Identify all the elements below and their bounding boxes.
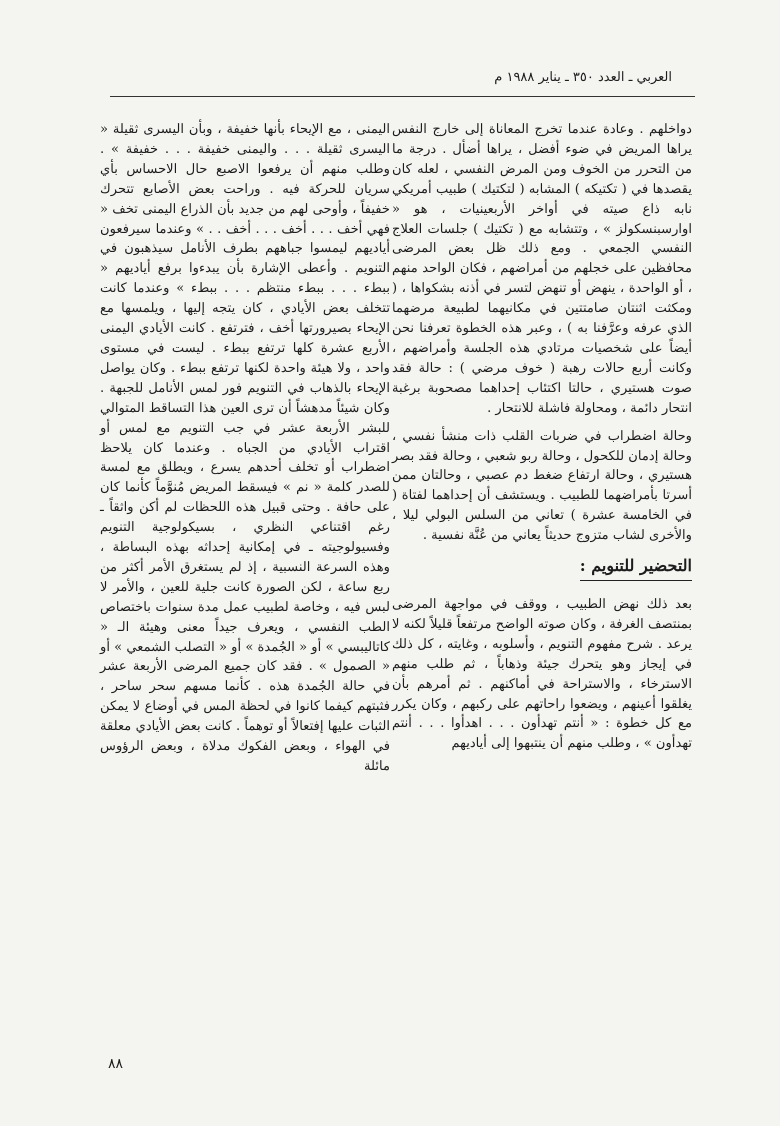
right-paragraph-3: بعد ذلك نهض الطبيب ، ووقف في مواجهة المرضى بمنتصف الغرفة ، وكان صوته الواضح مرتفعاً قليلاً لكنه لا يرعد . شرح مفهوم التنويم ، وأسلوبه ، وغايته ، كل ذلك في إيجاز وهو يتحرك جيئة وذهاباً ، ثم طلب منهم الاسترخاء ، والاستراحة في أماكنهم . ثم أمرهم بأن يغلقوا أعينهم ، ويضعوا راحاتهم على ركبهم ، وكان يكرر مع كل خطوة : « أنتم تهدأون . . . اهدأوا . . . أنتم تهدأون » ، وطلب منهم أن ينتبهوا إلى أياديهم [392, 597, 692, 752]
left-paragraph-1: اليمنى ، مع الإيحاء بأنها خفيفة ، وبأن اليسرى ثقيلة « اليسرى ثقيلة . . . واليمنى خفيفة . . . خفيفة » . وطلب منهم أن يرفعوا الاصبع حال الاحساس بأي سريان للحركة فيه . وراحت بعض الأصابع تتحرك خفيفاً ، وأوحى لهم من جديد بأن الذراع اليمنى تخف « فهي أخف . . . أخف . . . أخف . . » وعندما سيرفعون أياديهم ليمسوا جباههم بطرف الأنامل سيذهبون في التنويم . وأعطى الإشارة بأن يبدءوا برفع أياديهم « ببطء . . . ببطء منتظم . . . ببطء » وعندما كانت تتخلف بعض الأيادي ، كان يتجه إليها ، ويلمسها مع الإيحاء بصيرورتها أخف ، فترتفع . كانت الأيادي اليمنى الأربع عشرة كلها ترتفع ببطء . ليست في مستوى واحد ، ولا هيئة واحدة لكنها ترتفع ببطء . وكان يواصل الإيحاء بالذهاب في التنويم فور لمس الأنامل للجبهة . وكان شيئاً مدهشاً أن ترى العين هذا التساقط المتوالي للبشر الأربعة عشر في جب التنويم مع لمس أو اقتراب الأيادي من الجباه . وعندما كان يلاحظ اضطراب أو تخلف أحدهم يسرع ، ويطلق مع لمسة للصدر كلمة « نم » فيسقط المريض مُنوَّماً كأنما كان على حافة . وحتى قبيل هذه اللحظات لم أكن واثقاً ـ رغم اقتناعي النظري ، بسيكولوجية التنويم وفسيولوجيته ـ في إمكانية إحداثه بهذه البساطة ، وهذه السرعة النسبية ، إذ لم يستغرق الأمر أكثر من ربع ساعة ، لكن الصورة كانت جلية للعين ، والأمر لا لبس فيه ، وخاصة لطبيب عمل مدة سنوات باختصاص الطب النفسي ، ويعرف جيداً معنى وهيئة الـ « كاتاليبسي » أو « الجُمدة » أو « التصلب الشمعي » أو « الصمول » . فقد كان جميع المرضى الأربعة عشر في حالة الجُمدة هذه . كأنما مسهم سحر ساحر ، فثبتهم كيفما كانوا في لحظة المس في أوضاع لا يمكن الثبات عليها إفتعالاً أو توهماً . كانت بعض الأيادي معلقة في الهواء ، وبعض الفكوك مدلاة ، وبعض الرؤوس مائلة [100, 122, 390, 774]
right-paragraph-1: دواخلهم . وعادة عندما تخرج المعاناة إلى خارج النفس يراها المريض في ضوء أفضل ، يراها أضأل . درجة ما من التحرر من الخوف ومن المرض النفسي ، لعله كان يقصدها في ( تكتيكه ) المشابه ( لتكتيك ) طبيب أمريكي نابه ذاع صيته في أواخر الأربعينيات ، هو « اوارسبنسكولز » ، وتتشابه مع ( تكتيك ) جلسات العلاج النفسي الجمعي . ومع ذلك ظل بعض المرضى محافظين على خجلهم من أمراضهم ، فكان الواحد منهم ، أو الواحدة ، ينهض أو تنهض لتسر في أذنه بشكواها ، ( ومكثت اثنتان صامتتين في مكانيهما لطبيعة مرضهما الذي عرفه وعرَّفنا به ) ، وعبر هذه الخطوة تعرفنا نحن أيضاً على شخصيات مرتادي هذه الجلسة وأمراضهم ، وكانت أربع حالات رهبة ( خوف مرضي ) : حالة فقد صوت هستيري ، حالتا اكتئاب إحداهما مصحوبة برغبة انتحار دائمة ، ومحاولة فاشلة للانتحار . [392, 122, 692, 416]
section-title: التحضير للتنويم : [580, 554, 692, 581]
running-head: العربي ـ العدد ٣٥٠ ـ يناير ١٩٨٨ م [494, 70, 672, 85]
right-column [392, 120, 692, 754]
header-rule [110, 96, 695, 97]
left-column [100, 120, 390, 777]
page-number: ٨٨ [108, 1056, 124, 1072]
right-paragraph-2: وحالة اضطراب في ضربات القلب ذات منشأ نفسي ، وحالة إدمان للكحول ، وحالة ربو شعبي ، وحالة فقد بصر هستيري ، وحالة ارتفاع ضغط دم عصبي ، وحالتان ممن أسرتا بأمراضهما للطبيب . ويستشف أن إحداهما لفتاة ( في الخامسة عشرة ) تعاني من السلس البولي ليلا ، والأخرى لشاب متزوج حديثاً يعاني من عُنَّة نفسية . [392, 428, 692, 544]
